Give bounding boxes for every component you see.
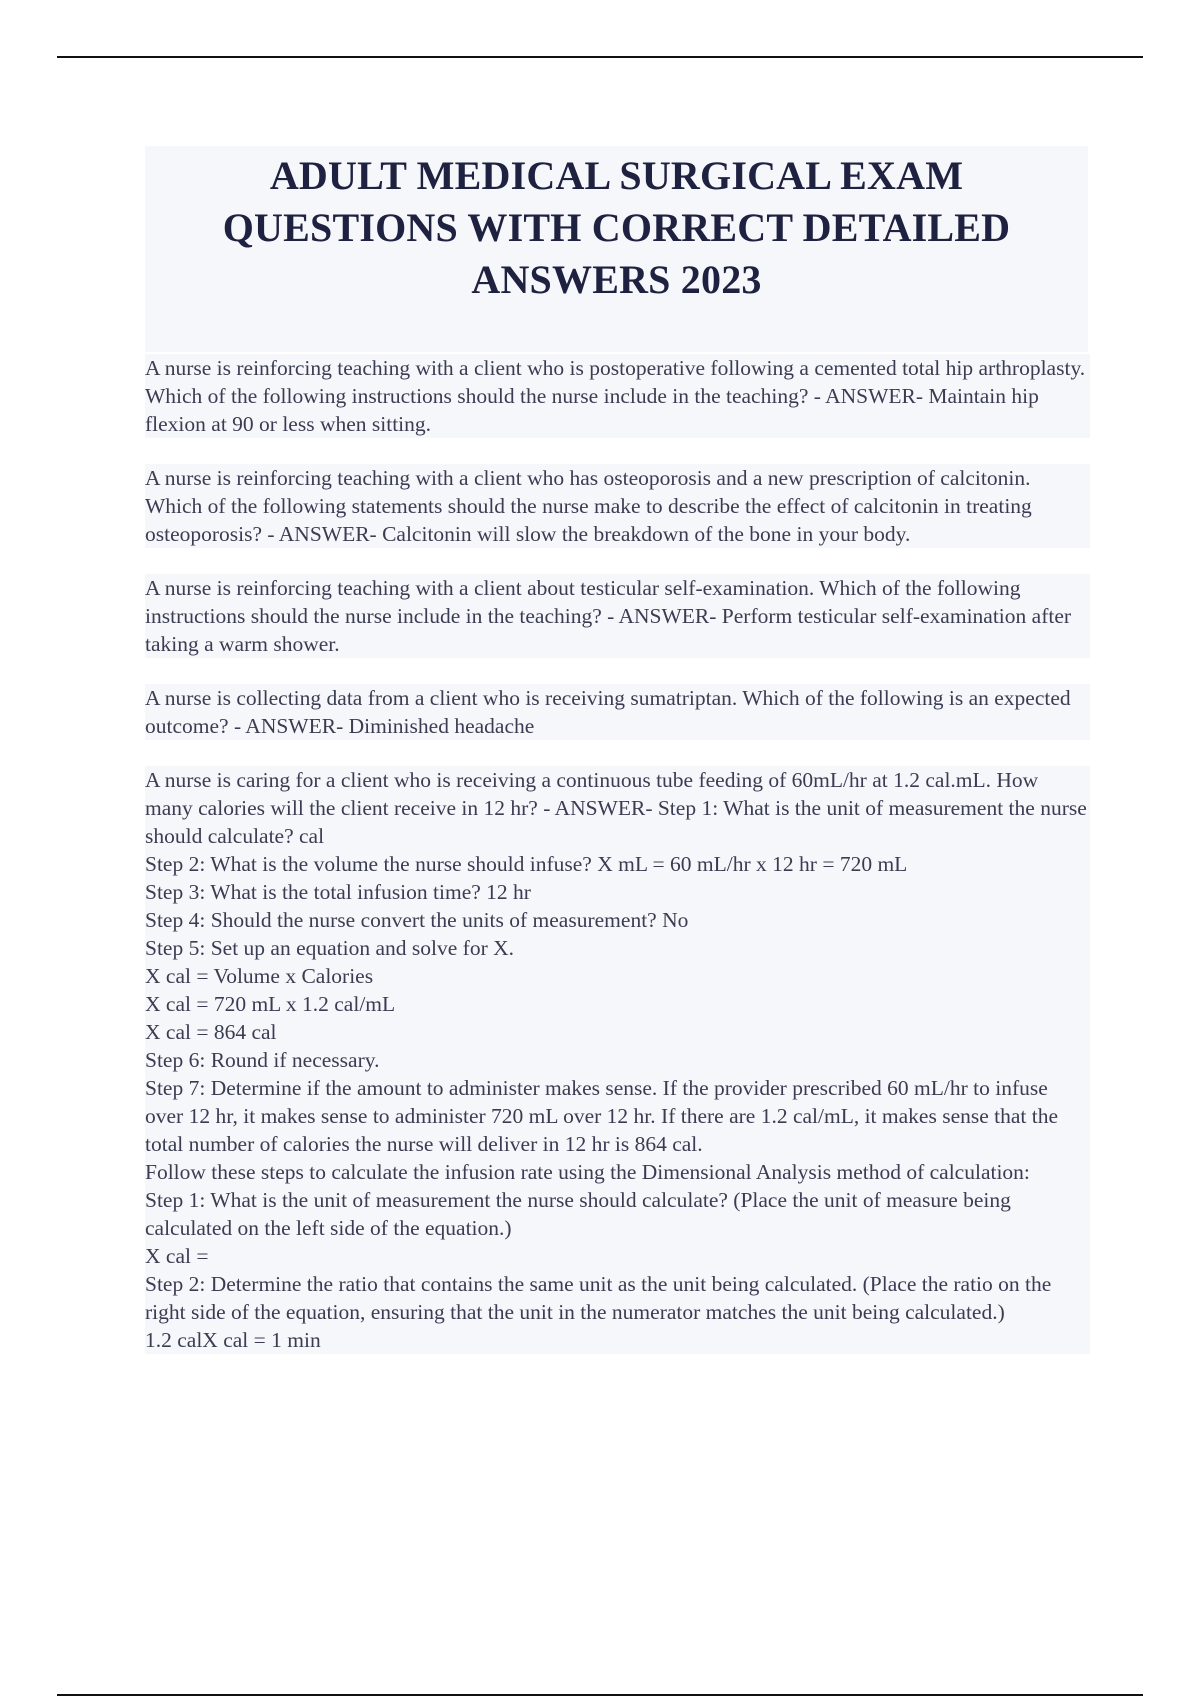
qa-line: Step 5: Set up an equation and solve for X. [145, 936, 515, 960]
qa-line: Step 1: What is the unit of measurement the nurse should calculate? (Place the unit of measure being calculated on the left side of the equation.) [145, 1188, 1011, 1240]
question-answer-4 [145, 684, 1090, 740]
question-answer-3 [145, 574, 1090, 658]
title-line: ANSWERS 2023 [471, 257, 762, 302]
question-answer-2 [145, 464, 1090, 548]
qa-line: Step 4: Should the nurse convert the units of measurement? No [145, 908, 689, 932]
title-line: ADULT MEDICAL SURGICAL EXAM [269, 153, 964, 198]
top-rule [57, 56, 1143, 58]
qa-line: X cal = Volume x Calories [145, 964, 374, 988]
title-band [145, 146, 1088, 352]
qa-line: A nurse is caring for a client who is receiving a continuous tube feeding of 60mL/hr at 1.2 cal.mL. How many calories will the client receive in 12 hr? - ANSWER- Step 1: What is the unit of measurement the nurse should calculate? cal [145, 768, 1087, 848]
document-title [145, 146, 1088, 306]
qa-line: X cal = 720 mL x 1.2 cal/mL [145, 992, 396, 1016]
title-line: QUESTIONS WITH CORRECT DETAILED [222, 205, 1011, 250]
document-body [145, 354, 1090, 1380]
qa-line: X cal = 864 cal [145, 1020, 277, 1044]
qa-line: 1.2 calX cal = 1 min [145, 1328, 321, 1352]
qa-text: A nurse is reinforcing teaching with a client who has osteoporosis and a new prescription of calcitonin. Which of the following statements should the nurse make to describe the effect of calcitonin in treating osteoporosis? - ANSWER- Calcitonin will slow the breakdown of the bone in your body. [145, 466, 1032, 546]
qa-line: Step 6: Round if necessary. [145, 1048, 380, 1072]
question-answer-5 [145, 766, 1090, 1354]
bottom-rule [57, 1694, 1143, 1696]
qa-text: A nurse is reinforcing teaching with a client who is postoperative following a cemented total hip arthroplasty. Which of the following instructions should the nurse include in the teaching? - ANSWER- Maintain hip flexion at 90 or less when sitting. [145, 356, 1086, 436]
qa-line: Step 2: Determine the ratio that contains the same unit as the unit being calculated. (Place the ratio on the right side of the equation, ensuring that the unit in the numerator matches the unit being calculated.) [145, 1272, 1052, 1324]
qa-text: A nurse is reinforcing teaching with a client about testicular self-examination. Which of the following instructions should the nurse include in the teaching? - ANSWER- Perform testicular self-examination after taking a warm shower. [145, 576, 1072, 656]
question-answer-1 [145, 354, 1090, 438]
qa-line: Follow these steps to calculate the infusion rate using the Dimensional Analysis method of calculation: [145, 1160, 1030, 1184]
qa-line: X cal = [145, 1244, 209, 1268]
qa-line: Step 2: What is the volume the nurse should infuse? X mL = 60 mL/hr x 12 hr = 720 mL [145, 852, 908, 876]
qa-line: Step 3: What is the total infusion time? 12 hr [145, 880, 531, 904]
qa-line: Step 7: Determine if the amount to administer makes sense. If the provider prescribed 60 mL/hr to infuse over 12 hr, it makes sense to administer 720 mL over 12 hr. If there are 1.2 cal/mL, it makes sense that the total number of calories the nurse will deliver in 12 hr is 864 cal. [145, 1076, 1059, 1156]
qa-text: A nurse is collecting data from a client who is receiving sumatriptan. Which of the following is an expected outcome? - ANSWER- Diminished headache [145, 686, 1071, 738]
